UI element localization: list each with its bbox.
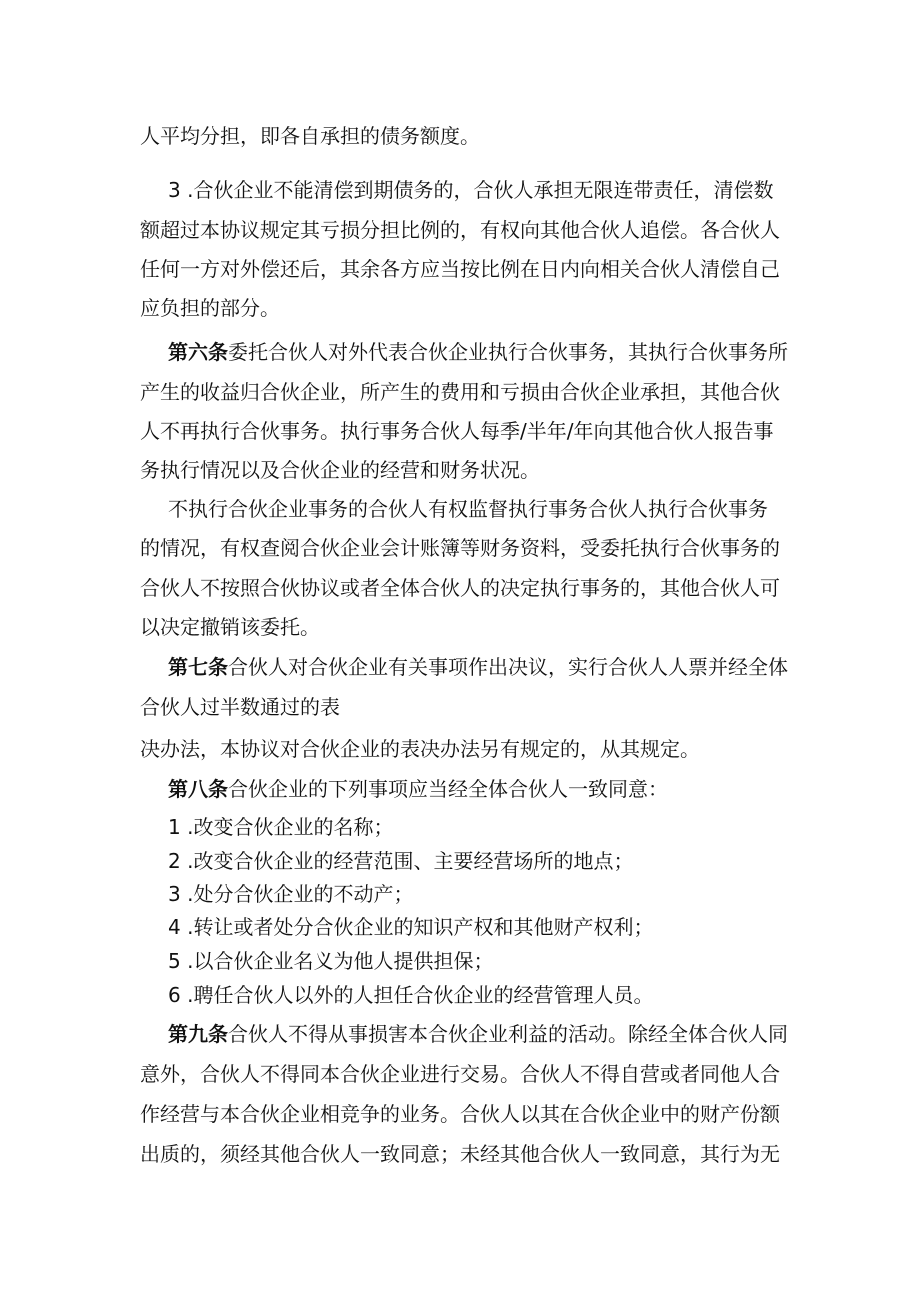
list-item: 3 .处分合伙企业的不动产；	[168, 882, 414, 906]
text-line: 以决定撤销该委托。	[140, 615, 320, 639]
article-6-first-line	[168, 337, 790, 367]
article-text: 合伙人对合伙企业有关事项作出决议，实行合伙人人票并经全体	[228, 655, 788, 679]
list-item: 5 .以合伙企业名义为他人提供担保；	[168, 949, 494, 973]
text-line: 的情况，有权查阅合伙企业会计账簿等财务资料，受委托执行合伙事务的	[140, 536, 780, 560]
list-item: 2 .改变合伙企业的经营范围、主要经营场所的地点；	[168, 849, 634, 873]
article-text: 合伙企业的下列事项应当经全体合伙人一致同意：	[228, 777, 668, 801]
article-heading: 第六条	[168, 340, 228, 364]
text-line: 出质的，须经其他合伙人一致同意；未经其他合伙人一致同意，其行为无	[140, 1142, 780, 1166]
text-line: 务执行情况以及合伙企业的经营和财务状况。	[140, 458, 540, 482]
article-text: 合伙人不得从事损害本合伙企业利益的活动。除经全体合伙人同	[228, 1022, 788, 1046]
list-item: 4 .转让或者处分合伙企业的知识产权和其他财产权利；	[168, 915, 654, 939]
text-line: 意外，合伙人不得同本合伙企业进行交易。合伙人不得自营或者同他人合	[140, 1062, 780, 1086]
text-line: 任何一方对外偿还后，其余各方应当按比例在日内向相关合伙人清偿自己	[140, 257, 780, 281]
article-7-first-line	[168, 652, 790, 682]
article-8-first-line	[168, 774, 790, 804]
text-line: 不执行合伙企业事务的合伙人有权监督执行事务合伙人执行合伙事务	[168, 497, 768, 521]
text-line: 人不再执行合伙事务。执行事务合伙人每季/半年/年向其他合伙人报告事	[140, 419, 774, 443]
text-line: 人平均分担，即各自承担的债务额度。	[140, 124, 480, 148]
article-heading: 第九条	[168, 1022, 228, 1046]
text-line: 决办法，本协议对合伙企业的表决办法另有规定的，从其规定。	[140, 737, 700, 761]
article-9-first-line	[168, 1019, 790, 1049]
article-text: 委托合伙人对外代表合伙企业执行合伙事务，其执行合伙事务所	[228, 340, 788, 364]
text-line: 应负担的部分。	[140, 296, 280, 320]
text-line: 合伙人不按照合伙协议或者全体合伙人的决定执行事务的，其他合伙人可	[140, 576, 780, 600]
list-item: 6 .聘任合伙人以外的人担任合伙企业的经营管理人员。	[168, 983, 654, 1007]
text-line: 作经营与本合伙企业相竞争的业务。合伙人以其在合伙企业中的财产份额	[140, 1102, 780, 1126]
article-heading: 第八条	[168, 777, 228, 801]
list-item: 1 .改变合伙企业的名称；	[168, 815, 394, 839]
text-line: 合伙人过半数通过的表	[140, 695, 340, 719]
text-line: 3 .合伙企业不能清偿到期债务的，合伙人承担无限连带责任，清偿数	[168, 178, 774, 202]
text-line: 额超过本协议规定其亏损分担比例的，有权向其他合伙人追偿。各合伙人	[140, 218, 780, 242]
text-line: 产生的收益归合伙企业，所产生的费用和亏损由合伙企业承担，其他合伙	[140, 380, 780, 404]
article-heading: 第七条	[168, 655, 228, 679]
